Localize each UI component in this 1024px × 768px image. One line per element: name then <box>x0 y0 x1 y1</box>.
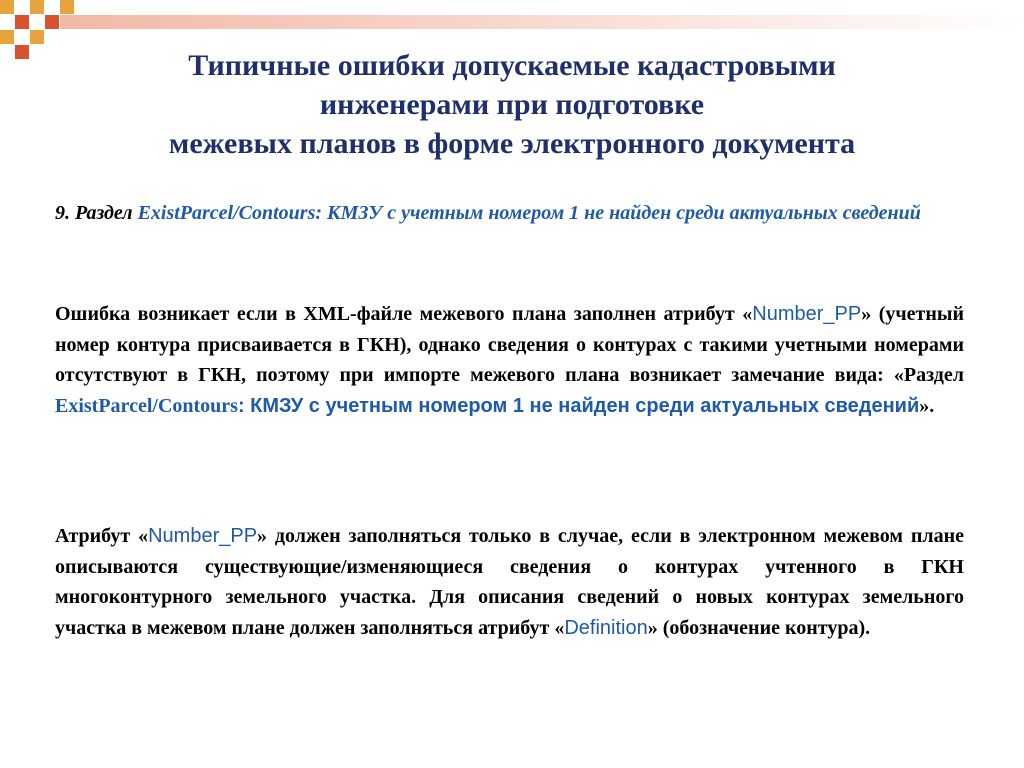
attr-definition: Definition <box>564 617 648 640</box>
slide-title <box>60 46 964 163</box>
header-gradient-bar <box>60 15 1024 29</box>
title-line-3: межевых планов в форме электронного документа <box>168 127 856 160</box>
para1-text-3: ». <box>919 395 935 418</box>
heading-code: ExistParcel/Contours <box>137 202 316 224</box>
para2-text-2: » должен заполняться только в случае, если в электронном межевом плане описываются существующие/изменяющиеся сведения о контурах учтенного в ГКН многоконтурного земельного участка. Для описания сведений о новых контурах земельного участка в межевом плане должен заполняться атрибут « <box>55 525 964 640</box>
heading-message: : КМЗУ с учетным номером 1 не найден среди актуальных сведений <box>315 202 921 224</box>
attr-number-pp-2: Number_PP <box>148 525 258 547</box>
deco-square <box>0 30 14 44</box>
para1-message: : КМЗУ с учетным номером 1 не найден среди актуальных сведений <box>237 395 920 418</box>
error-heading <box>55 198 964 229</box>
deco-square <box>30 30 44 44</box>
deco-square <box>30 0 44 14</box>
para2-text-3: » (обозначение контура). <box>647 617 871 640</box>
title-line-2: инженерами при подготовке <box>319 88 705 121</box>
deco-square <box>15 45 29 59</box>
para2-text-1: Атрибут « <box>55 525 149 547</box>
heading-prefix: 9. Раздел <box>55 202 138 224</box>
deco-square <box>45 15 59 29</box>
title-line-1: Типичные ошибки допускаемые кадастровыми <box>188 49 836 82</box>
para1-code: ExistParcel/Contours <box>55 395 238 418</box>
deco-square <box>0 0 14 14</box>
paragraph-error-cause <box>55 299 964 422</box>
para1-text-1: Ошибка возникает если в XML-файле межевого плана заполнен атрибут « <box>55 303 753 325</box>
para1-text-2: » (учетный номер контура присваивается в ГКН), однако сведения о контурах с такими учетными номерами отсутствуют в ГКН, поэтому при импорте межевого плана возникает замечание вида: «Раздел <box>55 303 964 387</box>
deco-square <box>60 0 74 14</box>
attr-number-pp: Number_PP <box>752 303 862 325</box>
paragraph-attribute-usage <box>55 521 964 644</box>
deco-square <box>15 15 29 29</box>
